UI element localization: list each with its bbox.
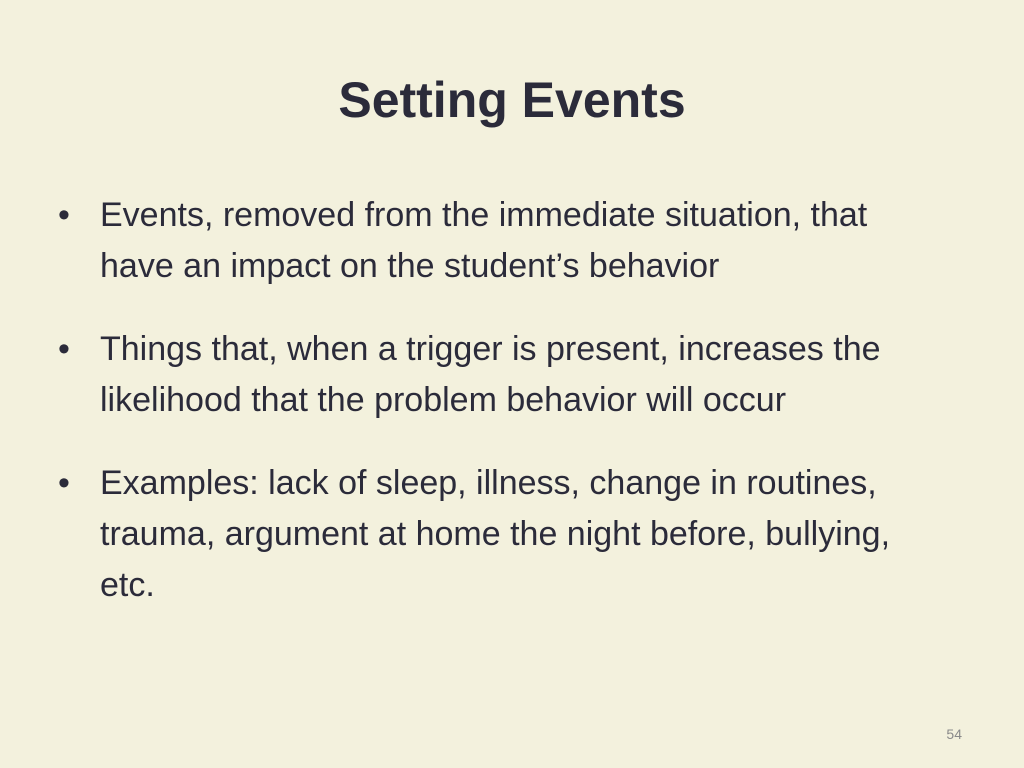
bullet-item xyxy=(58,458,948,611)
slide-title: Setting Events xyxy=(338,72,686,128)
bullet-list xyxy=(58,190,948,643)
bullet-text: Events, removed from the immediate situation, that have an impact on the student’s behavior xyxy=(100,196,868,285)
page-number: 54 xyxy=(946,726,962,742)
bullet-icon: • xyxy=(58,196,70,234)
bullet-text: Examples: lack of sleep, illness, change in routines, trauma, argument at home the night before, bullying, etc. xyxy=(100,464,891,604)
bullet-item xyxy=(58,324,948,426)
bullet-text: Things that, when a trigger is present, increases the likelihood that the problem behavior will occur xyxy=(100,330,881,419)
bullet-item xyxy=(58,190,948,292)
bullet-icon: • xyxy=(58,330,70,368)
bullet-icon: • xyxy=(58,464,70,502)
